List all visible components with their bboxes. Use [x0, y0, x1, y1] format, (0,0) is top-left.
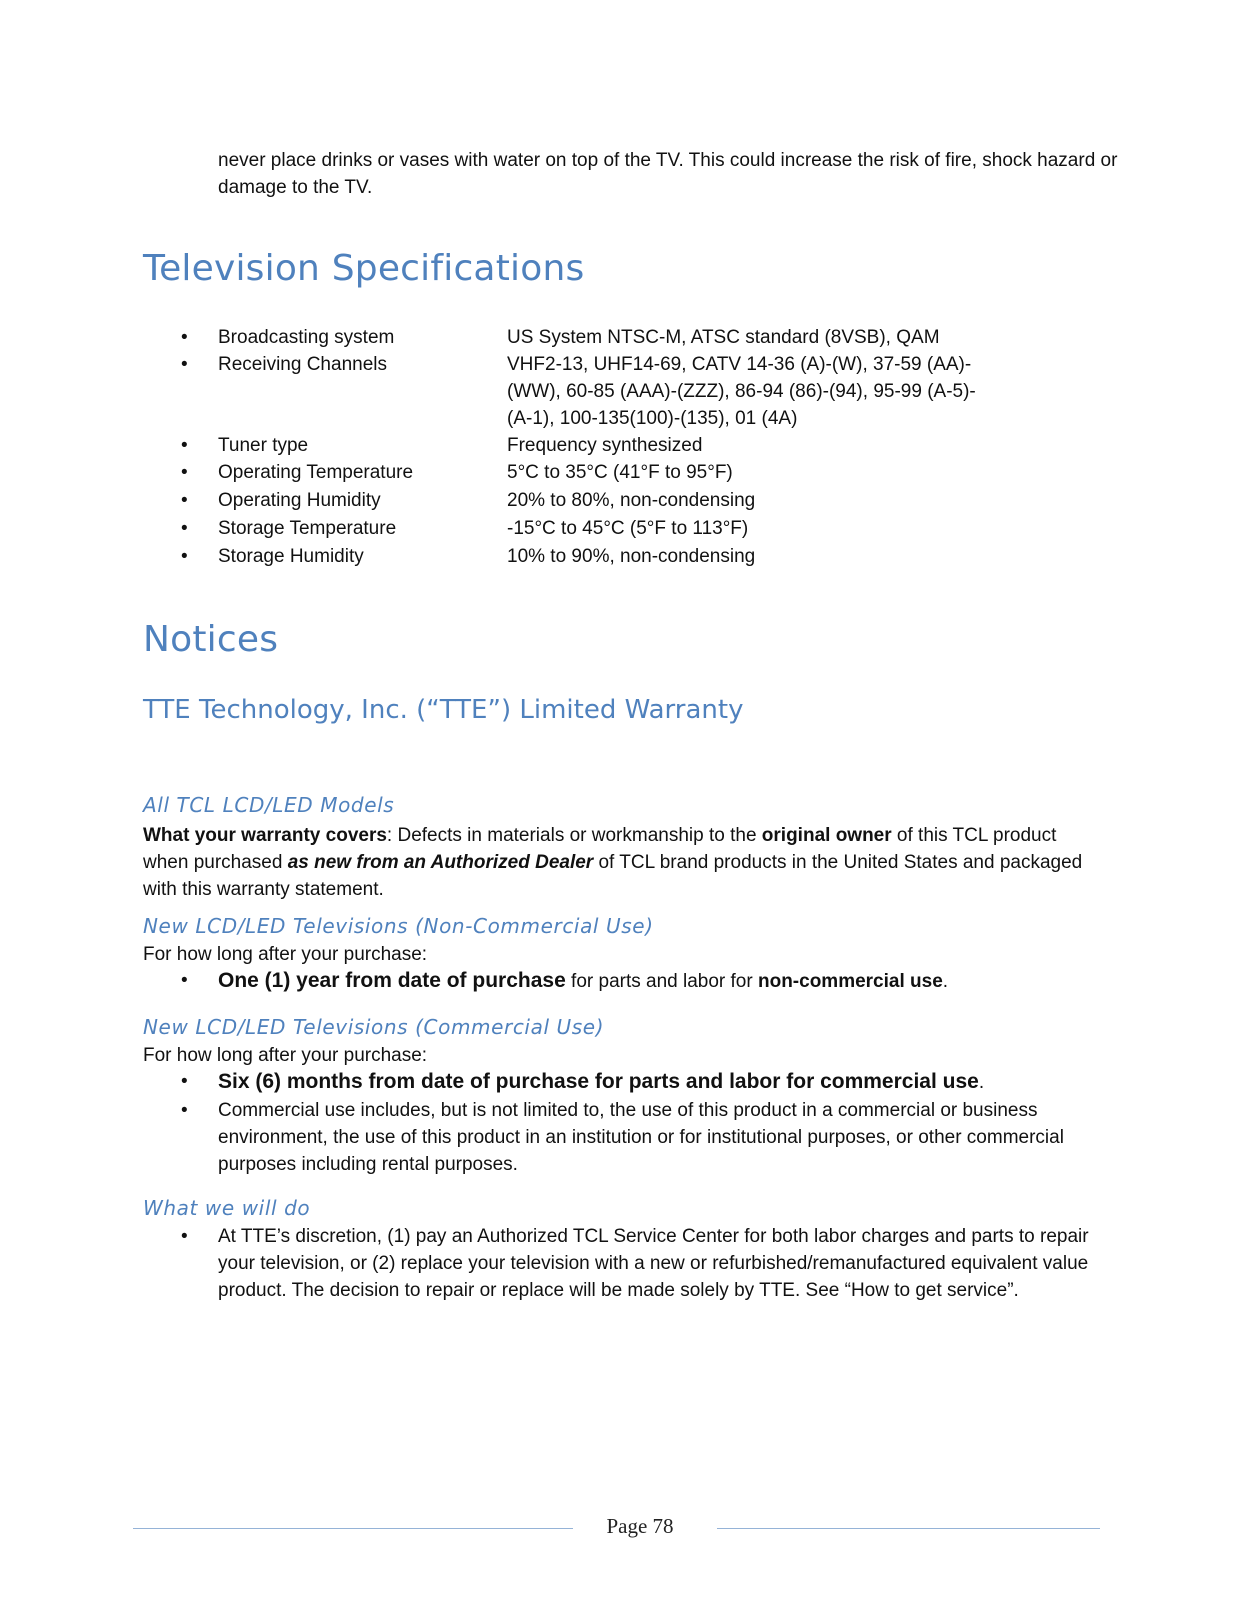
bullet: • [181, 1226, 188, 1247]
warranty-heading: TTE Technology, Inc. (“TTE”) Limited Warranty [143, 695, 744, 725]
spec-label: Broadcasting system [218, 327, 395, 348]
list-text: for parts and labor for [565, 971, 758, 992]
original-owner-text: original owner [761, 825, 892, 846]
commercial-heading: New LCD/LED Televisions (Commercial Use) [143, 1015, 605, 1039]
page-number: Page 78 [606, 1514, 674, 1538]
noncommercial-heading: New LCD/LED Televisions (Non-Commercial Use) [143, 914, 654, 938]
spec-value: 5°C to 35°C (41°F to 95°F) [507, 462, 733, 483]
authorized-dealer-text: as new from an Authorized Dealer [287, 852, 594, 873]
non-commercial-use-text: non-commercial use [757, 971, 943, 992]
bullet: • [181, 970, 188, 991]
covers-text: : Defects in materials or workmanship to the [386, 825, 762, 846]
bullet: • [181, 327, 188, 348]
spec-value: US System NTSC-M, ATSC standard (8VSB), QAM [507, 327, 940, 348]
spec-value: 20% to 80%, non-condensing [507, 490, 756, 511]
spec-heading: Television Specifications [143, 248, 585, 289]
covers-text: of TCL brand products in the United States and packaged with this warranty statement. [143, 852, 1083, 900]
intro-paragraph: never place drinks or vases with water on top of the TV. This could increase the risk of fire, shock hazard or damage to the TV. [218, 150, 1118, 198]
spec-label: Tuner type [218, 435, 309, 456]
bullet: • [181, 518, 188, 539]
what-we-do-heading: What we will do [143, 1196, 311, 1220]
bullet: • [181, 1100, 188, 1121]
spec-value: Frequency synthesized [507, 435, 703, 456]
noncommercial-intro: For how long after your purchase: [143, 944, 428, 965]
list-item-text: Commercial use includes, but is not limited to, the use of this product in a commercial or business environment, the use of this product in an institution or for institutional purposes, or other commercial purposes including rental purposes. [218, 1100, 1064, 1175]
spec-label: Storage Humidity [218, 546, 364, 567]
covers-text: of this TCL product when purchased [143, 825, 1057, 873]
models-heading: All TCL LCD/LED Models [143, 793, 395, 817]
bullet: • [181, 490, 188, 511]
spec-value: 10% to 90%, non-condensing [507, 546, 756, 567]
bullet: • [181, 546, 188, 567]
warranty-covers-paragraph [143, 822, 1093, 903]
six-months-text: Six (6) months from date of purchase for parts and labor for commercial use [218, 1070, 979, 1093]
list-text: . [942, 971, 949, 992]
notices-heading: Notices [143, 619, 279, 660]
bullet: • [181, 435, 188, 456]
bullet: • [181, 1071, 188, 1092]
list-item-text [218, 967, 1088, 995]
spec-value: VHF2-13, UHF14-69, CATV 14-36 (A)-(W), 37-59 (AA)- (WW), 60-85 (AAA)-(ZZZ), 86-94 (86)-(94), 95-99 (A-5)-(A-1), 100-135(100)-(135), 01 (4A) [507, 354, 976, 429]
covers-label: What your warranty covers [143, 825, 387, 846]
spec-label: Receiving Channels [218, 354, 387, 375]
footer-divider-right [717, 1528, 1100, 1529]
spec-label: Operating Humidity [218, 490, 381, 511]
list-item-text [218, 1068, 1088, 1096]
spec-value: -15°C to 45°C (5°F to 113°F) [507, 518, 749, 539]
spec-label: Storage Temperature [218, 518, 397, 539]
bullet: • [181, 354, 188, 375]
list-item-text: At TTE’s discretion, (1) pay an Authorized TCL Service Center for both labor charges and parts to repair your television, or (2) replace your television with a new or refurbished/remanufactured equivalent value product. The decision to repair or replace will be made solely by TTE. See “How to get service”. [218, 1226, 1089, 1301]
footer-divider-left [133, 1528, 573, 1529]
commercial-intro: For how long after your purchase: [143, 1045, 428, 1066]
bullet: • [181, 462, 188, 483]
spec-label: Operating Temperature [218, 462, 414, 483]
list-text: . [978, 1072, 985, 1093]
one-year-text: One (1) year from date of purchase [218, 969, 566, 992]
